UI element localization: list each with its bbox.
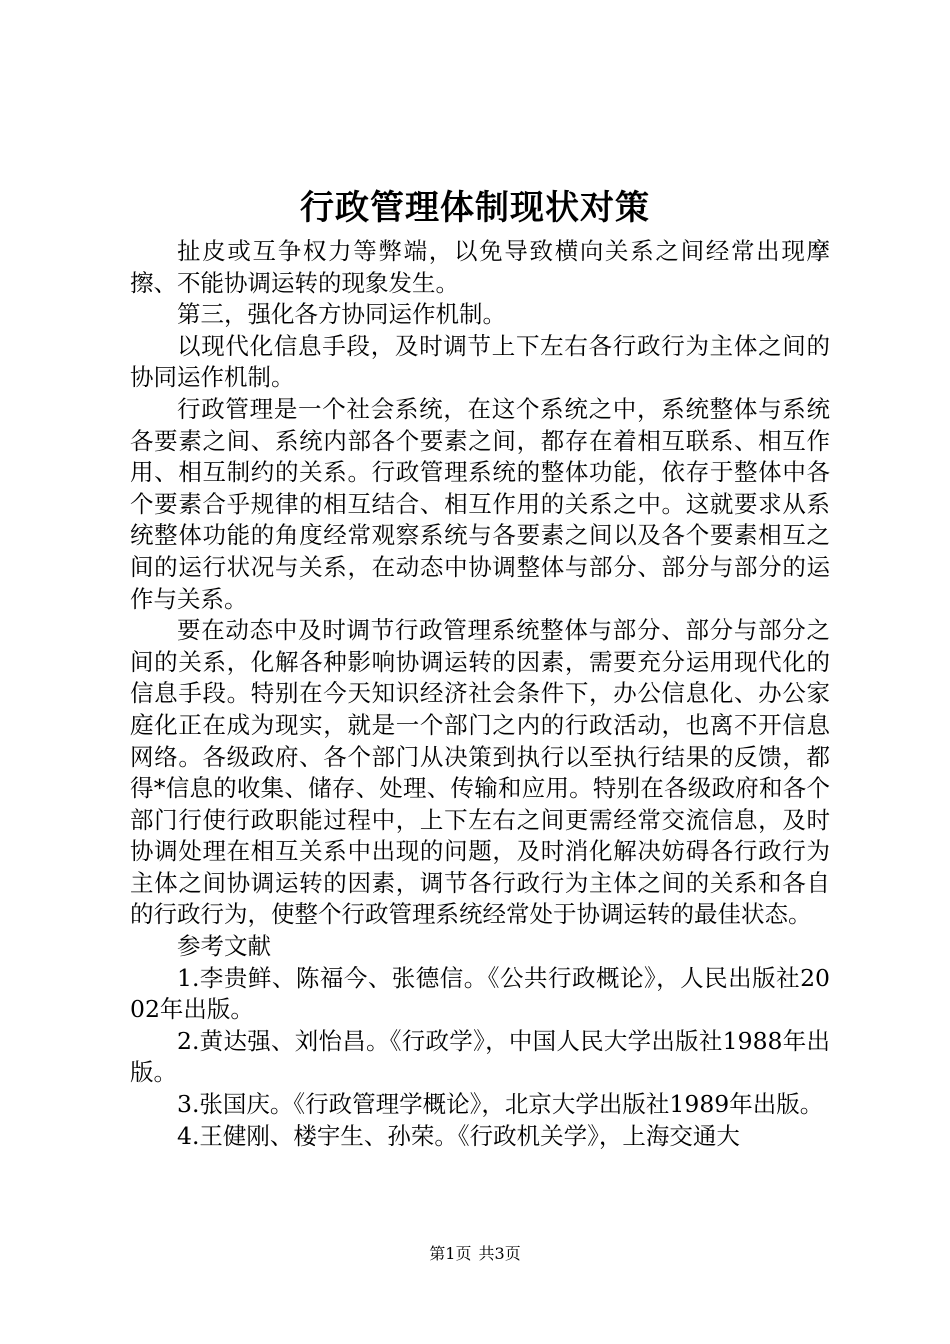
page-number: 第1页 [429,1244,472,1263]
paragraph: 扯皮或互争权力等弊端，以免导致横向关系之间经常出现摩擦、不能协调运转的现象发生。 [130,237,830,297]
paragraph: 以现代化信息手段，及时调节上下左右各行政行为主体之间的协同运作机制。 [130,331,830,392]
reference-item: 3.张国庆。《行政管理学概论》，北京大学出版社1989年出版。 [177,1090,824,1119]
page-footer [0,1243,950,1265]
document-body [130,236,830,1152]
paragraph: 第三，强化各方协同运作机制。 [177,300,506,329]
references-heading: 参考文献 [177,932,271,961]
reference-item: 1.李贵鲜、陈福今、张德信。《公共行政概论》，人民出版社2002年出版。 [130,963,830,1024]
paragraph: 行政管理是一个社会系统，在这个系统之中，系统整体与系统各要素之间、系统内部各个要素之间，都存在着相互联系、相互作用、相互制约的关系。行政管理系统的整体功能，依存于整体中各个要素合乎规律的相互结合、相互作用的关系之中。这就要求从系统整体功能的角度经常观察系统与各要素之间以及各个要素相互之间的运行状况与关系，在动态中协调整体与部分、部分与部分的运作与关系。 [130,394,830,613]
document-title: 行政管理体制现状对策 [300,188,650,228]
reference-item: 4.王健刚、楼宇生、孙荣。《行政机关学》，上海交通大 [177,1121,740,1150]
paragraph: 要在动态中及时调节行政管理系统整体与部分、部分与部分之间的关系，化解各种影响协调运转的因素，需要充分运用现代化的信息手段。特别在今天知识经济社会条件下，办公信息化、办公家庭化正在成为现实，就是一个部门之内的行政活动，也离不开信息网络。各级政府、各个部门从决策到执行以至执行结果的反馈，都得*信息的收集、储存、处理、传输和应用。特别在各级政府和各个部门行使行政职能过程中，上下左右之间更需经常交流信息，及时协调处理在相互关系中出现的问题，及时消化解决妨碍各行政行为主体之间协调运转的因素，调节各行政行为主体之间的关系和各自的行政行为，使整个行政管理系统经常处于协调运转的最佳状态。 [130,616,830,929]
reference-item: 2.黄达强、刘怡昌。《行政学》，中国人民大学出版社1988年出版。 [130,1026,830,1087]
page-total: 共3页 [478,1244,521,1263]
